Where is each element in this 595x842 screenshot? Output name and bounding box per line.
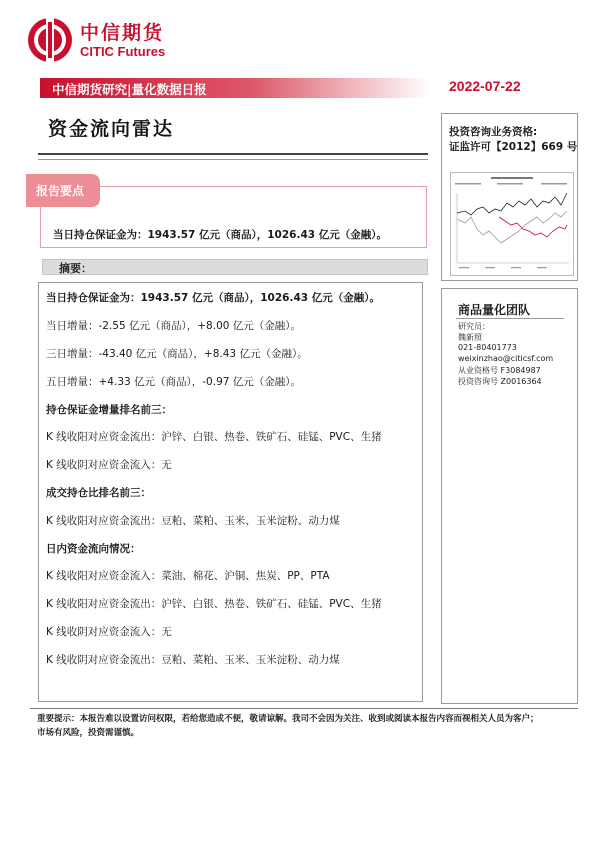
report-banner: [40, 78, 430, 98]
summary-line: K 线收阴对应资金流入：无: [46, 626, 172, 638]
summary-line: K 线收阳对应资金流出：豆粕、菜粕、玉米、玉米淀粉、动力煤: [46, 515, 340, 527]
team-role: 研究员：: [458, 322, 490, 331]
summary-line: 五日增量：+4.33 亿元（商品），-0.97 亿元（金融）。: [46, 376, 302, 388]
highlights-text: 当日持仓保证金为：1943.57 亿元（商品），1026.43 亿元（金融）。: [53, 229, 387, 241]
banner-text: 中信期货研究|量化数据日报: [52, 82, 207, 97]
analyst-name: 魏新照: [458, 333, 482, 342]
summary-line: K 线收阳对应资金流出：沪锌、白银、热卷、铁矿石、硅锰、PVC、生猪: [46, 598, 382, 610]
summary-line: K 线收阴对应资金流出：豆粕、菜粕、玉米、玉米淀粉、动力煤: [46, 654, 340, 666]
summary-heading: 持仓保证金增量排名前三：: [46, 404, 172, 416]
analyst-phone: 021-80401773: [458, 343, 517, 352]
team-title: 商品量化团队: [458, 303, 531, 317]
summary-label: 摘要：: [59, 262, 92, 275]
summary-header: [42, 259, 428, 275]
report-date: 2022-07-22: [449, 78, 521, 94]
title-divider: [38, 153, 428, 160]
license-number: 证监许可【2012】669 号: [449, 141, 578, 153]
highlights-tab: [26, 174, 100, 207]
citic-logo-icon: [26, 16, 74, 64]
highlights-tab-label: 报告要点: [36, 184, 85, 198]
analyst-license: 从业资格号 F3084987: [458, 366, 541, 375]
cover-chart-thumbnail: [450, 172, 574, 276]
summary-line: 当日增量：-2.55 亿元（商品），+8.00 亿元（金融）。: [46, 320, 302, 332]
qualification-label: 投资咨询业务资格:: [449, 126, 538, 138]
summary-line: 三日增量：-43.40 亿元（商品），+8.43 亿元（金融）。: [46, 348, 308, 360]
citic-logo: [26, 16, 186, 66]
summary-heading: 成交持仓比排名前三：: [46, 487, 151, 499]
analyst-advisory-id: 投资咨询号 Z0016364: [458, 377, 542, 386]
summary-line: K 线收阳对应资金流入：菜油、棉花、沪铜、焦炭、PP、PTA: [46, 570, 330, 582]
summary-heading: 日内资金流向情况：: [46, 543, 141, 555]
risk-warning: 市场有风险，投资需谨慎。: [37, 728, 140, 738]
summary-line: K 线收阳对应资金流出：沪锌、白银、热卷、铁矿石、硅锰、PVC、生猪: [46, 431, 382, 443]
page-title: 资金流向雷达: [48, 118, 175, 140]
summary-line: 当日持仓保证金为：1943.57 亿元（商品），1026.43 亿元（金融）。: [46, 292, 380, 304]
team-divider: [456, 318, 564, 319]
disclaimer-line: 重要提示：本报告难以设置访问权限，若给您造成不便，敬请谅解。我司不会因为关注、收到或阅读本报告内容而视相关人员为客户；: [37, 714, 539, 724]
logo-name-en: CITIC Futures: [80, 44, 166, 59]
summary-line: K 线收阴对应资金流入：无: [46, 459, 172, 471]
footer-divider: [30, 708, 578, 709]
analyst-email[interactable]: weixinzhao@citicsf.com: [458, 354, 554, 363]
logo-name-cn: 中信期货: [80, 22, 165, 44]
thumbnail-chart-image: [451, 173, 573, 275]
